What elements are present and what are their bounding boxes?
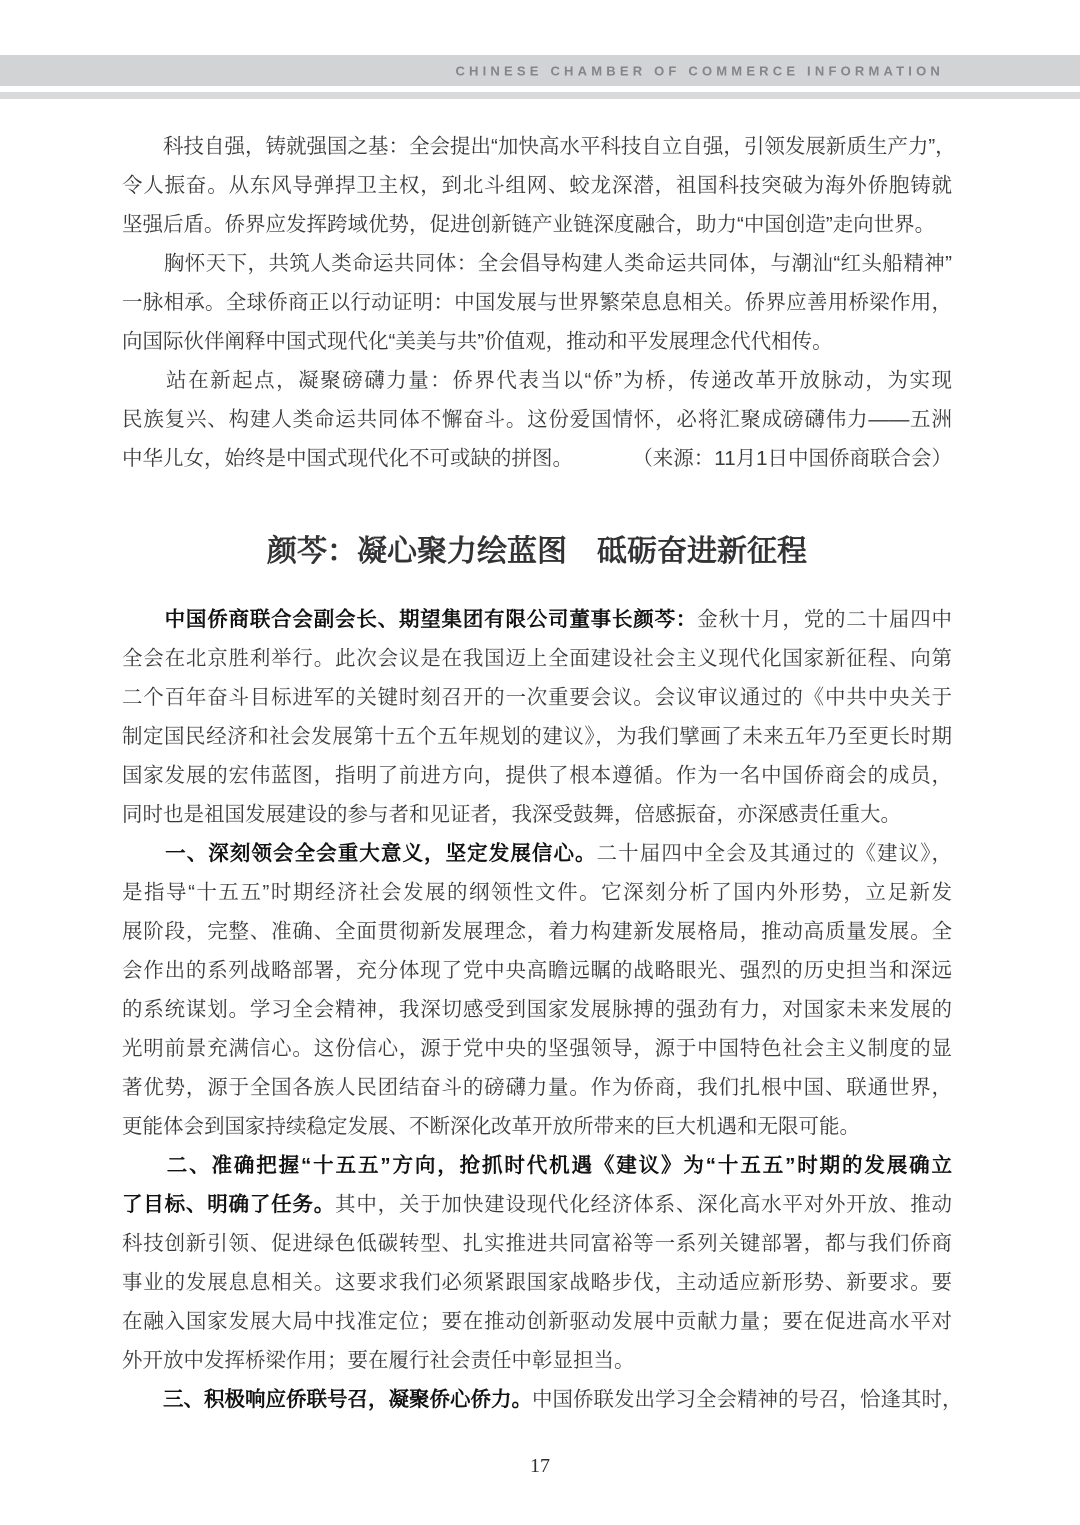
text-line (122, 1263, 952, 1302)
bold-text-run: 一、深刻领会全会重大意义，坚定发展信心。 (165, 842, 597, 865)
text-line (122, 717, 952, 756)
text-run: 其中，关于加快建设现代化经济体系、深化高水平对外开放、推动 (335, 1193, 953, 1216)
bold-text-run: 三、积极响应侨联号召，凝聚侨心侨力。 (163, 1388, 532, 1411)
text-run: 展阶段，完整、准确、全面贯彻新发展理念，着力构建新发展格局，推动高质量发展。全 (122, 920, 952, 943)
text-line (122, 439, 952, 478)
text-run: 向国际伙伴阐释中国式现代化“美美与共”价值观，推动和平发展理念代代相传。 (122, 330, 833, 353)
text-run: 全会在北京胜利举行。此次会议是在我国迈上全面建设社会主义现代化国家新征程、向第 (122, 647, 952, 670)
text-run: 二个百年奋斗目标进军的关键时刻召开的一次重要会议。会议审议通过的《中共中央关于 (122, 686, 952, 709)
text-run: 外开放中发挥桥梁作用；要在履行社会责任中彰显担当。 (122, 1349, 635, 1372)
text-line (122, 127, 956, 166)
text-line (122, 361, 952, 400)
text-line (122, 244, 952, 283)
text-run: 光明前景充满信心。这份信心，源于党中央的坚强领导，源于中国特色社会主义制度的显 (122, 1037, 952, 1060)
text-line (122, 1068, 952, 1107)
text-run: 更能体会到国家持续稳定发展、不断深化改革开放所带来的巨大机遇和无限可能。 (122, 1115, 860, 1138)
text-run: 中国侨联发出学习全会精神的号召，恰逢其时， (532, 1388, 963, 1411)
text-run: 胸怀天下，共筑人类命运共同体：全会倡导构建人类命运共同体，与潮汕“红头船精神” (122, 252, 952, 275)
text-line (122, 166, 952, 205)
text-line (122, 322, 952, 361)
text-run: 令人振奋。从东风导弹捍卫主权，到北斗组网、蛟龙深潜，祖国科技突破为海外侨胞铸就 (122, 174, 952, 197)
text-run: 中华儿女，始终是中国式现代化不可或缺的拼图。 (122, 447, 573, 470)
text-run (122, 1154, 167, 1177)
article-2-body (122, 600, 963, 1419)
text-run: （来源：11月1日中国侨商联合会） (632, 447, 952, 470)
bold-text-run: 了目标、明确了任务。 (122, 1193, 336, 1216)
text-run: 著优势，源于全国各族人民团结奋斗的磅礴力量。作为侨商，我们扎根中国、联通世界， (122, 1076, 952, 1099)
text-run: 二十届四中全会及其通过的《建议》， (596, 842, 953, 865)
article-2-title: 颜芩：凝心聚力绘蓝图 砥砺奋进新征程 (267, 535, 807, 568)
bold-text-run: 中国侨商联合会副会长、期望集团有限公司董事长颜芩： (164, 608, 698, 631)
text-line (122, 1146, 952, 1185)
article-1-body (122, 127, 956, 478)
page-number: 17 (530, 1455, 550, 1477)
header-rule (0, 92, 1080, 99)
article-content (122, 127, 963, 1419)
text-run: 科技自强，铸就强国之基：全会提出“加快高水平科技自立自强，引领发展新质生产力”， (122, 135, 956, 158)
text-run (122, 1388, 163, 1411)
text-line (122, 283, 952, 322)
text-line (122, 1341, 952, 1380)
text-run: 制定国民经济和社会发展第十五个五年规划的建议》，为我们擘画了未来五年乃至更长时期 (122, 725, 952, 748)
bold-text-run: 二、准确把握“十五五”方向，抢抓时代机遇《建议》为“十五五”时期的发展确立 (166, 1154, 953, 1177)
text-line (122, 873, 952, 912)
text-run: 是指导“十五五”时期经济社会发展的纲领性文件。它深刻分析了国内外形势，立足新发 (122, 881, 952, 904)
header-title: CHINESE CHAMBER OF COMMERCE INFORMATION (455, 63, 944, 78)
text-run: 会作出的系列战略部署，充分体现了党中央高瞻远瞩的战略眼光、强烈的历史担当和深远 (122, 959, 952, 982)
text-line (122, 205, 952, 244)
text-line (122, 795, 952, 834)
text-line (122, 600, 952, 639)
text-line (122, 1224, 952, 1263)
text-run: 的系统谋划。学习全会精神，我深切感受到国家发展脉搏的强劲有力，对国家未来发展的 (122, 998, 952, 1021)
text-run: 同时也是祖国发展建设的参与者和见证者，我深受鼓舞，倍感振奋，亦深感责任重大。 (122, 803, 901, 826)
text-line (122, 1185, 952, 1224)
text-run: 坚强后盾。侨界应发挥跨域优势，促进创新链产业链深度融合，助力“中国创造”走向世界。 (122, 213, 936, 236)
text-run: 金秋十月，党的二十届四中 (697, 608, 953, 631)
text-line (122, 756, 952, 795)
text-line (122, 912, 952, 951)
text-run: 在融入国家发展大局中找准定位；要在推动创新驱动发展中贡献力量；要在促进高水平对 (122, 1310, 952, 1333)
text-run: 国家发展的宏伟蓝图，指明了前进方向，提供了根本遵循。作为一名中国侨商会的成员， (122, 764, 952, 787)
text-run: 站在新起点，凝聚磅礴力量：侨界代表当以“侨”为桥，传递改革开放脉动，为实现 (122, 369, 952, 392)
text-line (122, 990, 952, 1029)
text-run (122, 842, 165, 865)
text-run: 一脉相承。全球侨商正以行动证明：中国发展与世界繁荣息息相关。侨界应善用桥梁作用， (122, 291, 952, 314)
text-line (122, 1302, 952, 1341)
text-line (122, 400, 952, 439)
text-line (122, 834, 952, 873)
text-line (122, 1029, 952, 1068)
header-bar (0, 55, 1080, 86)
text-run: 事业的发展息息相关。这要求我们必须紧跟国家战略步伐，主动适应新形势、新要求。要 (122, 1271, 952, 1294)
text-run (122, 608, 165, 631)
text-run: 科技创新引领、促进绿色低碳转型、扎实推进共同富裕等一系列关键部署，都与我们侨商 (122, 1232, 952, 1255)
text-line (122, 951, 952, 990)
text-line (122, 639, 952, 678)
text-line (122, 1107, 952, 1146)
text-run: 民族复兴、构建人类命运共同体不懈奋斗。这份爱国情怀，必将汇聚成磅礴伟力——五洲 (122, 408, 952, 431)
text-line (122, 678, 952, 717)
text-line (122, 1380, 963, 1419)
